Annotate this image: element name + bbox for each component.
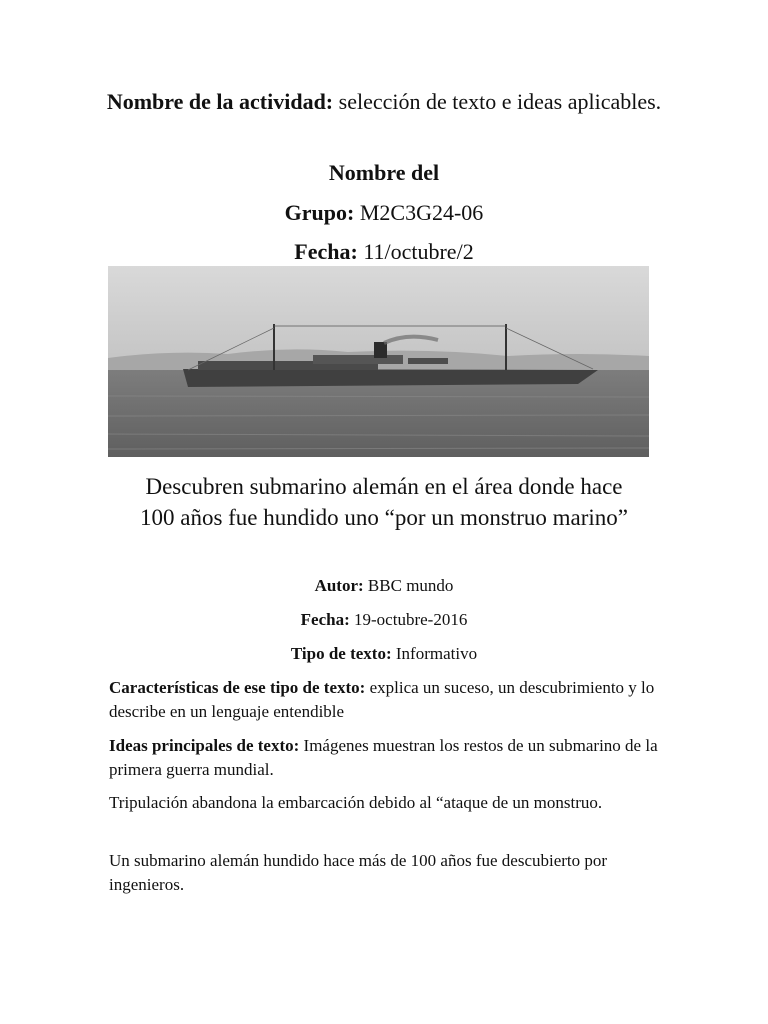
main-ideas-text: Imágenes muestran los restos de un submarino de la primera guerra mundial. — [109, 736, 658, 779]
activity-value: selección de texto e ideas aplicables. — [338, 89, 662, 114]
ship-photo — [108, 266, 649, 457]
author-label: Autor: — [314, 576, 364, 595]
article-date-line — [60, 609, 708, 631]
crew-paragraph: Tripulación abandona la embarcación debido al “ataque de un monstruo. — [109, 793, 603, 812]
activity-name — [60, 88, 708, 115]
author-value: BBC mundo — [367, 576, 454, 595]
main-ideas-label: Ideas principales de texto: — [109, 736, 300, 755]
text-type-label: Tipo de texto: — [290, 644, 392, 663]
characteristics-text: explica un suceso, un descubrimiento y lo describe en un lenguaje entendible — [109, 678, 655, 721]
group-label: Grupo: — [284, 200, 355, 225]
submarine-paragraph: Un submarino alemán hundido hace más de 100 años fue descubierto por ingenieros. — [109, 851, 608, 894]
header-date-value: 11/octubre/2 — [363, 239, 474, 264]
text-type-line — [60, 643, 708, 665]
article-headline — [60, 471, 708, 533]
article-date-label: Fecha: — [300, 610, 350, 629]
author-line — [60, 575, 708, 597]
text-type-value: Informativo — [395, 644, 478, 663]
header-date-label: Fecha: — [294, 239, 358, 264]
group-name — [60, 159, 708, 186]
characteristics-paragraph — [109, 676, 669, 724]
article-date-value: 19-octubre-2016 — [354, 610, 468, 629]
activity-label: Nombre de la actividad: — [106, 89, 334, 114]
headline-line-2: 100 años fue hundido uno “por un monstruo marino” — [139, 505, 629, 530]
characteristics-label: Características de ese tipo de texto: — [109, 678, 366, 697]
name-label: Nombre del — [328, 160, 440, 185]
headline-line-1: Descubren submarino alemán en el área donde hace — [145, 474, 623, 499]
header-date — [60, 238, 708, 265]
main-ideas-paragraph — [109, 734, 669, 782]
group-code — [60, 199, 708, 226]
group-value: M2C3G24-06 — [359, 200, 484, 225]
